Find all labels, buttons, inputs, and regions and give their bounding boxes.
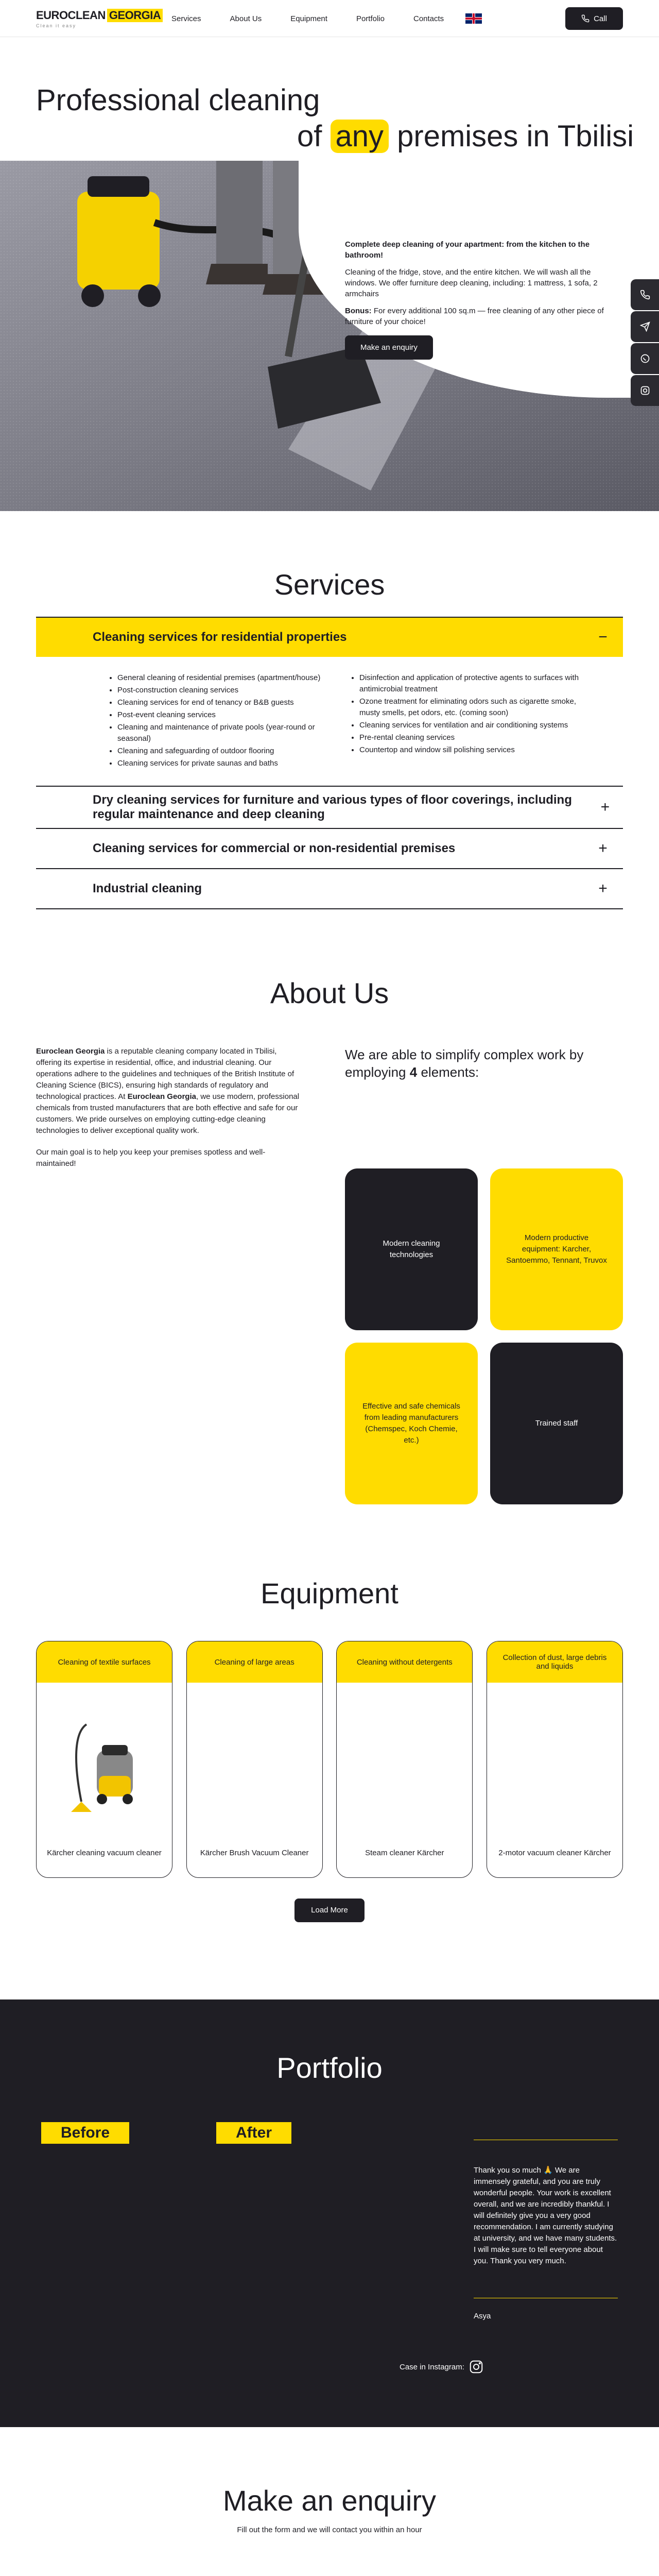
list-item: • Post-construction cleaning services <box>117 685 350 696</box>
accordion-item-dry-cleaning <box>36 787 623 829</box>
enquiry-title: Make an enquiry <box>222 2484 436 2517</box>
about-lead <box>345 1046 623 1081</box>
equipment-tag: Cleaning of large areas <box>187 1641 322 1683</box>
about-paragraph-1 <box>36 1046 304 1137</box>
enquiry-section <box>0 2427 659 2576</box>
equipment-image-placeholder <box>337 1683 472 1849</box>
call-button[interactable] <box>565 7 623 30</box>
logo-tagline: Clean it easy <box>36 23 77 28</box>
side-whatsapp-button[interactable] <box>631 343 659 374</box>
equipment-tag: Cleaning of textile surfaces <box>37 1641 172 1683</box>
language-flag-icon[interactable] <box>465 13 482 24</box>
after-label: After <box>216 2122 291 2144</box>
hero-title-line1: Professional cleaning <box>36 83 320 117</box>
hero-text <box>345 239 623 360</box>
equipment-card[interactable] <box>487 1641 623 1878</box>
services-accordion <box>36 617 623 909</box>
logo-yellow-text: GEORGIA <box>107 9 163 22</box>
portfolio-section <box>0 1999 659 2427</box>
equipment-tag: Collection of dust, large debris and liquids <box>487 1641 622 1683</box>
list-item: • Cleaning and maintenance of private pools (year-round or seasonal) <box>117 722 350 744</box>
about-text-part: is a reputable cleaning company located in Tbilisi, offering its expertise in residential, office, and industrial cleaning. Our operations adhere to the guidelines and techniques of the British Institute of Cleaning Science (BICS), ensuring high standards of regulatory and technological practices. At <box>36 1047 294 1101</box>
equipment-card[interactable] <box>36 1641 172 1878</box>
equipment-tag: Cleaning without detergents <box>337 1641 472 1683</box>
site-header <box>0 0 659 37</box>
nav-contacts[interactable]: Contacts <box>413 14 444 23</box>
phone-icon <box>640 290 650 300</box>
tile-technologies: Modern cleaning technologies <box>345 1168 478 1330</box>
list-item: • Post-event cleaning services <box>117 709 350 721</box>
hero-title-of: of <box>297 120 322 153</box>
list-item: • Cleaning services for ventilation and air conditioning systems <box>359 720 592 731</box>
nav-services[interactable]: Services <box>171 14 201 23</box>
list-item: • Pre-rental cleaning services <box>359 732 592 743</box>
phone-icon <box>581 14 589 23</box>
instagram-icon[interactable] <box>469 2359 484 2375</box>
call-label: Call <box>594 14 607 23</box>
accordion-header-dry-cleaning[interactable] <box>36 787 623 828</box>
hero-lead: Complete deep cleaning of your apartment: from the kitchen to the bathroom! <box>345 240 590 260</box>
before-label: Before <box>41 2122 129 2144</box>
list-item: • General cleaning of residential premises (apartment/house) <box>117 672 350 684</box>
element-tiles <box>345 1168 623 1504</box>
nav-portfolio[interactable]: Portfolio <box>356 14 385 23</box>
equipment-image <box>37 1683 172 1849</box>
services-section <box>0 511 659 976</box>
accordion-title: Dry cleaning services for furniture and various types of floor coverings, including regular maintenance and deep cleaning <box>93 793 572 821</box>
minus-icon: − <box>598 629 608 646</box>
hero-description: Cleaning of the fridge, stove, and the entire kitchen. We will wash all the windows. We offer furniture deep cleaning, including: 1 mattress, 1 sofa, 2 armchairs <box>345 268 598 298</box>
equipment-title: Equipment <box>261 1577 398 1609</box>
telegram-icon <box>640 321 650 332</box>
equipment-card[interactable] <box>336 1641 473 1878</box>
hero-title <box>36 82 634 155</box>
hero-section <box>0 37 659 511</box>
services-title: Services <box>274 568 385 601</box>
review-author: Asya <box>474 2312 491 2320</box>
about-lead-text: We are able to simplify complex work by employing <box>345 1047 584 1080</box>
about-brand: Euroclean Georgia <box>36 1047 105 1056</box>
accordion-header-industrial[interactable] <box>36 869 623 908</box>
equipment-name: Kärcher cleaning vacuum cleaner <box>47 1849 162 1857</box>
about-title: About Us <box>270 977 389 1009</box>
portfolio-title: Portfolio <box>276 2052 383 2084</box>
accordion-title: Cleaning services for commercial or non-residential premises <box>93 841 456 855</box>
equipment-image-placeholder <box>187 1683 322 1849</box>
about-lead-number: 4 <box>409 1064 418 1080</box>
list-item: • Ozone treatment for eliminating odors such as cigarette smoke, musty smells, pet odors, etc. (coming soon) <box>359 696 592 719</box>
about-brand: Euroclean Georgia <box>127 1092 196 1101</box>
equipment-name: Steam cleaner Kärcher <box>365 1849 444 1857</box>
about-elements <box>345 1046 623 1504</box>
tile-chemicals: Effective and safe chemicals from leading manufacturers (Chemspec, Koch Chemie, etc.) <box>345 1343 478 1504</box>
equipment-card[interactable] <box>186 1641 323 1878</box>
plus-icon: + <box>598 840 608 857</box>
plus-icon: + <box>600 799 610 816</box>
logo[interactable] <box>36 9 161 28</box>
tile-equipment: Modern productive equipment: Karcher, Santoemmo, Tennant, Truvox <box>490 1168 623 1330</box>
equipment-cards <box>36 1641 623 1878</box>
vacuum-cleaner-icon <box>66 1714 143 1817</box>
list-item: • Cleaning services for private saunas and baths <box>117 758 350 769</box>
tile-staff: Trained staff <box>490 1343 623 1504</box>
nav-about[interactable]: About Us <box>230 14 262 23</box>
enquiry-subtitle: Fill out the form and we will contact you within an hour <box>237 2526 422 2534</box>
hero-bonus-text: For every additional 100 sq.m — free cleaning of any other piece of furniture of your choice! <box>345 307 604 326</box>
review-text: Thank you so much 🙏 We are immensely grateful, and you are truly wonderful people. Your work is excellent overall, and we are incredibly thankful. I will definitely give you a very good recommendation. I am currently studying at university, and we have many students. I will make sure to tell everyone about you. Thank you very much. <box>474 2166 617 2265</box>
instagram-icon <box>640 385 650 396</box>
about-text-part: , we use modern, professional chemicals from trusted manufacturers that are both effective and safe for our customers. We pride ourselves on employing cutting-edge cleaning technologies to deliver exceptional quality work. <box>36 1092 300 1135</box>
accordion-title: Cleaning services for residential properties <box>93 630 347 644</box>
accordion-header-commercial[interactable] <box>36 829 623 868</box>
hero-bonus <box>345 306 623 327</box>
review <box>474 2140 618 2320</box>
accordion-item-industrial <box>36 869 623 909</box>
side-contact-bar <box>631 279 659 407</box>
side-phone-button[interactable] <box>631 279 659 310</box>
hero-title-highlight: any <box>331 120 389 153</box>
equipment-section <box>0 1577 659 1999</box>
about-lead-text: elements: <box>421 1064 479 1080</box>
equipment-name: Kärcher Brush Vacuum Cleaner <box>200 1849 309 1857</box>
main-nav <box>157 14 458 23</box>
accordion-title: Industrial cleaning <box>93 882 202 895</box>
list-item: • Cleaning services for end of tenancy or B&B guests <box>117 697 350 708</box>
equipment-name: 2-motor vacuum cleaner Kärcher <box>498 1849 611 1857</box>
case-label: Case in Instagram: <box>400 2362 464 2371</box>
accordion-item-residential <box>36 618 623 787</box>
list-item: • Disinfection and application of protective agents to surfaces with antimicrobial treatment <box>359 672 592 695</box>
accordion-item-commercial <box>36 829 623 869</box>
plus-icon: + <box>598 880 608 897</box>
whatsapp-icon <box>640 353 650 364</box>
accordion-body-residential <box>36 657 623 786</box>
side-instagram-button[interactable] <box>631 375 659 406</box>
instagram-case <box>400 2359 484 2375</box>
logo-dark-text: EUROCLEAN <box>36 9 106 22</box>
equipment-image-placeholder <box>487 1683 622 1849</box>
list-item: • Countertop and window sill polishing services <box>359 744 592 756</box>
side-telegram-button[interactable] <box>631 311 659 342</box>
about-text <box>36 1046 304 1504</box>
hero-bonus-label: Bonus: <box>345 307 372 315</box>
hero-title-rest: premises in Tbilisi <box>397 120 634 153</box>
load-more-button[interactable]: Load More <box>294 1899 365 1922</box>
accordion-header-residential[interactable] <box>36 618 623 657</box>
service-list-col1 <box>108 672 350 770</box>
nav-equipment[interactable]: Equipment <box>290 14 327 23</box>
about-section <box>0 976 659 1577</box>
service-list-col2 <box>350 672 592 770</box>
list-item: • Cleaning and safeguarding of outdoor flooring <box>117 745 350 757</box>
make-enquiry-button[interactable]: Make an enquiry <box>345 335 433 360</box>
about-paragraph-2: Our main goal is to help you keep your premises spotless and well-maintained! <box>36 1148 266 1168</box>
